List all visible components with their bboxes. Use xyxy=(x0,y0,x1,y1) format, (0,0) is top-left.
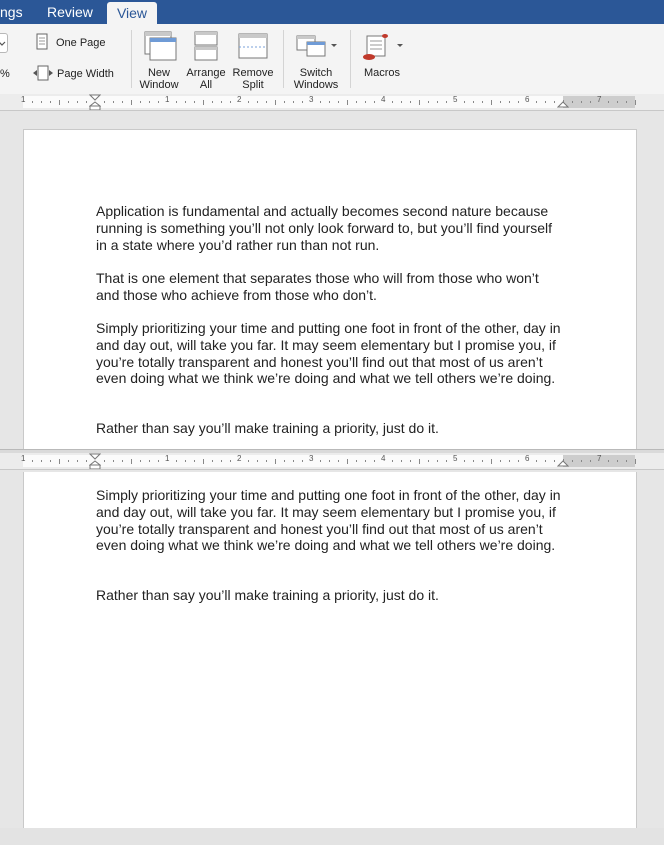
ruler-tick xyxy=(419,459,420,464)
ruler-tick xyxy=(68,101,69,103)
right-indent-marker-icon[interactable] xyxy=(557,453,569,469)
remove-split-button[interactable] xyxy=(230,30,276,90)
split-bar-edge xyxy=(0,449,664,450)
ruler-tick xyxy=(392,101,393,103)
ruler-tick xyxy=(374,101,375,103)
ruler-number: 5 xyxy=(453,95,458,104)
ruler-tick xyxy=(149,101,150,103)
ruler-tick xyxy=(617,101,618,103)
new-window-label: New Window xyxy=(139,67,179,91)
document-page-split[interactable] xyxy=(23,472,637,829)
ruler-tick xyxy=(581,460,582,462)
ruler-number: 6 xyxy=(525,95,530,104)
ruler-tick xyxy=(374,460,375,462)
ribbon-separator xyxy=(350,30,351,88)
ruler-tick xyxy=(266,101,267,103)
ruler-tick xyxy=(302,460,303,462)
ruler-tick xyxy=(149,460,150,462)
ruler-tick xyxy=(392,460,393,462)
ribbon-tab-bar xyxy=(0,0,664,24)
ruler-tick xyxy=(320,101,321,103)
ruler-tick xyxy=(320,460,321,462)
ruler-tick xyxy=(113,460,114,462)
tab-review[interactable]: Review xyxy=(47,4,93,20)
ruler-tick xyxy=(203,459,204,464)
ruler-tick xyxy=(338,101,339,103)
ruler-tick xyxy=(32,460,33,462)
ruler-tick xyxy=(428,101,429,103)
ruler-number: 2 xyxy=(237,454,242,463)
document-canvas-bottom xyxy=(0,828,664,845)
macros-label: Macros xyxy=(363,67,401,79)
ruler-tick xyxy=(635,100,636,105)
ruler-tick xyxy=(536,460,537,462)
ruler-tick xyxy=(77,101,78,103)
arrange-all-icon xyxy=(191,30,221,62)
ruler-tick xyxy=(365,101,366,103)
ruler-tick xyxy=(284,460,285,462)
ruler-tick xyxy=(482,101,483,103)
ruler-tick xyxy=(626,460,627,462)
ruler-tick xyxy=(185,101,186,103)
ruler-tick xyxy=(86,460,87,462)
ruler-number: 1 xyxy=(21,95,26,104)
ruler-tick xyxy=(518,460,519,462)
ruler-tick xyxy=(194,460,195,462)
arrange-all-button[interactable] xyxy=(184,30,228,90)
ruler-tick xyxy=(122,101,123,103)
view-mode-dropdown[interactable] xyxy=(0,33,8,53)
ruler-tick xyxy=(50,101,51,103)
ribbon-separator xyxy=(131,30,132,88)
macros-button[interactable] xyxy=(357,30,407,80)
right-indent-marker-icon[interactable] xyxy=(557,94,569,110)
ruler-tick xyxy=(590,101,591,103)
ruler-tick xyxy=(545,460,546,462)
indent-marker-icon[interactable] xyxy=(89,453,101,469)
paragraph[interactable]: Rather than say you’ll make training a priority, just do it. xyxy=(96,587,439,603)
ruler-tick xyxy=(257,460,258,462)
ruler-tick xyxy=(185,460,186,462)
ruler-tick xyxy=(410,101,411,103)
ruler-tick xyxy=(131,459,132,464)
chevron-down-icon xyxy=(0,34,7,52)
ruler-tick xyxy=(275,100,276,105)
view-ribbon xyxy=(0,24,664,95)
ruler-tick xyxy=(329,460,330,462)
ruler-tick xyxy=(410,460,411,462)
ruler-tick xyxy=(437,460,438,462)
one-page-label: One Page xyxy=(56,37,106,49)
ruler-tick xyxy=(608,460,609,462)
ruler-tick xyxy=(545,101,546,103)
zoom-fragment-label: % xyxy=(0,68,10,80)
ruler-tick xyxy=(257,101,258,103)
ruler-number: 5 xyxy=(453,454,458,463)
ruler-tick xyxy=(356,101,357,103)
ruler-tick xyxy=(446,460,447,462)
ruler-tick xyxy=(500,460,501,462)
ruler-tick xyxy=(176,460,177,462)
ruler-number: 1 xyxy=(165,454,170,463)
ruler-tick xyxy=(509,460,510,462)
ruler-tick xyxy=(194,101,195,103)
ruler-tick xyxy=(581,101,582,103)
ruler-tick xyxy=(77,460,78,462)
ruler-tick xyxy=(554,460,555,462)
one-page-icon xyxy=(34,33,50,51)
ruler-tick xyxy=(554,101,555,103)
ruler-tick xyxy=(356,460,357,462)
ruler-tick xyxy=(509,101,510,103)
ruler-tick xyxy=(221,101,222,103)
ruler-tick xyxy=(401,460,402,462)
ruler-tick xyxy=(419,100,420,105)
ruler-tick xyxy=(572,101,573,103)
ruler-tick xyxy=(464,460,465,462)
ruler-tick xyxy=(635,459,636,464)
ruler-tick xyxy=(248,101,249,103)
ruler-tick xyxy=(68,460,69,462)
ruler-tick xyxy=(230,460,231,462)
paragraph[interactable]: Simply prioritizing your time and putting one foot in front of the other, day in and day out, will take you far. It may seem elementary but I promise you, if you’re totally transparent and honest you’ll find out that most of us aren’t even doing what we think we’re doing and what we tell others we’re doing. xyxy=(96,320,561,387)
ruler-tick xyxy=(518,101,519,103)
ruler-tick xyxy=(104,460,105,462)
ruler-tick xyxy=(140,460,141,462)
page-width-button[interactable] xyxy=(32,64,122,82)
ruler-number: 1 xyxy=(165,95,170,104)
switch-windows-icon xyxy=(295,32,343,62)
ruler-tick xyxy=(140,101,141,103)
horizontal-ruler-split[interactable] xyxy=(0,453,664,470)
ruler-tick xyxy=(113,101,114,103)
ruler-tick xyxy=(59,459,60,464)
ruler-tick xyxy=(203,100,204,105)
ruler-tick xyxy=(293,460,294,462)
paragraph[interactable]: Simply prioritizing your time and putting one foot in front of the other, day in and day out, will take you far. It may seem elementary but I promise you, if you’re totally transparent and honest you’ll find out that most of us aren’t even doing what we think we’re doing and what we tell others we’re doing. xyxy=(96,487,561,554)
ruler-tick xyxy=(266,460,267,462)
ruler-tick xyxy=(401,101,402,103)
switch-windows-label: Switch Windows xyxy=(293,67,339,91)
ruler-tick xyxy=(329,101,330,103)
ruler-tick xyxy=(491,459,492,464)
ribbon-separator xyxy=(283,30,284,88)
tab-mailings[interactable]: ngs xyxy=(0,4,23,20)
ruler-tick xyxy=(275,459,276,464)
indent-marker-icon[interactable] xyxy=(89,94,101,110)
switch-windows-button[interactable] xyxy=(289,30,343,90)
ruler-tick xyxy=(212,101,213,103)
ruler-tick xyxy=(617,460,618,462)
ruler-tick xyxy=(248,460,249,462)
ruler-tick xyxy=(500,101,501,103)
ruler-number: 7 xyxy=(597,454,602,463)
ruler-tick xyxy=(104,101,105,103)
ruler-tick xyxy=(221,460,222,462)
ruler-tick xyxy=(365,460,366,462)
ruler-number: 3 xyxy=(309,95,314,104)
ruler-tick xyxy=(608,101,609,103)
ruler-tick xyxy=(122,460,123,462)
ruler-tick xyxy=(473,460,474,462)
tab-view[interactable]: View xyxy=(107,2,157,24)
ruler-number: 2 xyxy=(237,95,242,104)
ruler-tick xyxy=(158,460,159,462)
page-width-label: Page Width xyxy=(57,68,114,80)
ruler-number: 3 xyxy=(309,454,314,463)
document-page[interactable] xyxy=(23,129,637,452)
ruler-number: 6 xyxy=(525,454,530,463)
ruler-tick xyxy=(590,460,591,462)
horizontal-ruler[interactable] xyxy=(0,94,664,111)
ruler-tick xyxy=(464,101,465,103)
ruler-tick xyxy=(86,101,87,103)
ruler-tick xyxy=(59,100,60,105)
ruler-tick xyxy=(347,100,348,105)
ruler-tick xyxy=(302,101,303,103)
ruler-tick xyxy=(41,101,42,103)
ruler-tick xyxy=(284,101,285,103)
ruler-tick xyxy=(131,100,132,105)
ruler-tick xyxy=(428,460,429,462)
one-page-button[interactable] xyxy=(34,33,114,51)
remove-split-label: Remove Split xyxy=(232,67,274,91)
ruler-tick xyxy=(158,101,159,103)
paragraph[interactable]: Rather than say you’ll make training a priority, just do it. xyxy=(96,420,439,436)
ruler-tick xyxy=(338,460,339,462)
ruler-tick xyxy=(293,101,294,103)
ruler-number: 7 xyxy=(597,95,602,104)
ruler-tick xyxy=(50,460,51,462)
arrange-all-label: Arrange All xyxy=(186,67,226,91)
ruler-tick xyxy=(626,101,627,103)
ruler-tick xyxy=(473,101,474,103)
ruler-tick xyxy=(230,101,231,103)
paragraph[interactable]: That is one element that separates those who will from those who won’t and those who achieve from those who don’t. xyxy=(96,270,539,303)
ruler-number: 4 xyxy=(381,454,386,463)
remove-split-icon xyxy=(237,30,269,62)
ruler-tick xyxy=(446,101,447,103)
ruler-tick xyxy=(347,459,348,464)
new-window-button[interactable] xyxy=(138,30,180,90)
page-width-icon xyxy=(32,64,54,82)
ruler-tick xyxy=(437,101,438,103)
ruler-tick xyxy=(32,101,33,103)
ruler-tick xyxy=(572,460,573,462)
new-window-icon xyxy=(143,30,177,62)
ruler-tick xyxy=(491,100,492,105)
ruler-tick xyxy=(482,460,483,462)
ruler-number: 1 xyxy=(21,454,26,463)
ruler-tick xyxy=(41,460,42,462)
ruler-tick xyxy=(536,101,537,103)
ruler-tick xyxy=(176,101,177,103)
macro-scroll-icon xyxy=(359,32,407,62)
ruler-number: 4 xyxy=(381,95,386,104)
ruler-tick xyxy=(212,460,213,462)
paragraph[interactable]: Application is fundamental and actually becomes second nature because running is something you’ll not only look forward to, but you’ll find yourself in a state where you’d rather run than not run. xyxy=(96,203,553,253)
